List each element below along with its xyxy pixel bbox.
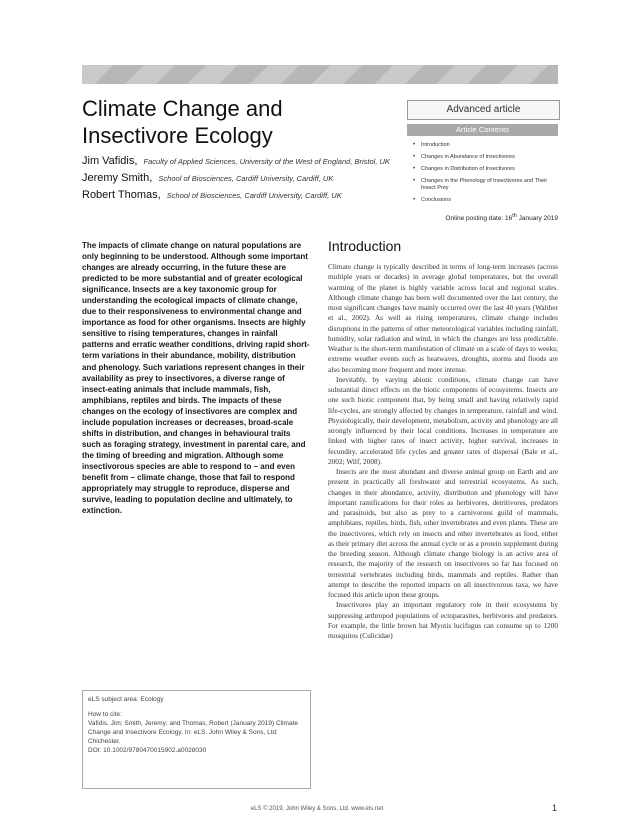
article-title (82, 95, 382, 149)
author-affiliation: School of Biosciences, Cardiff University, Cardiff, UK (166, 191, 342, 200)
author-entry (82, 155, 392, 168)
contents-item[interactable]: • Introduction (413, 142, 558, 149)
title-line-2: Insectivore Ecology (82, 123, 273, 148)
contents-item[interactable]: • Changes in the Phenology of Insectivores and Their Insect Prey (413, 178, 558, 192)
author-affiliation: School of Biosciences, Cardiff University, Cardiff, UK (158, 174, 334, 183)
abstract: The impacts of climate change on natural populations are only beginning to be understood. Although some important changes are already occurring, in the future these are predicted to be more substantial and of greater ecological significance. Insects are a key taxonomic group for understanding the ecological impacts of climate change, due to their responsiveness to environmental change and importance as food for other organisms. Insects are highly sensitive to rising temperatures, changes in rainfall patterns and erratic weather conditions, driving rapid short-term variations in their abundance, mobility, distribution and phenology. Such variations represent changes in their availability as prey to insectivores, a diverse range of insect-eating animals that include mammals, fish, amphibians, reptiles and birds. The impacts of these changes on the ecology of insectivores are complex and include population increases or decreases, broad-scale shifts in distribution, and changes in behavioural traits such as foraging strategy, investment in parental care, and the timing of breeding and migration. Although some insectivorous species are able to respond to – and even benefit from – climate change, those that fail to respond appropriately may struggle to reproduce, disperse and survive, leading to population decline and ultimately, to extinction. (82, 241, 310, 516)
contents-item[interactable]: • Conclusions (413, 197, 558, 204)
article-contents-heading: Article Contents (407, 124, 558, 136)
doi-link[interactable]: DOI: 10.1002/9780470015902.a0028030 (88, 747, 207, 754)
author-name: Jim Vafidis, (82, 155, 138, 167)
contents-item[interactable]: • Changes in Distribution of Insectivores (413, 166, 558, 173)
subject-citation-box (82, 690, 311, 789)
article-type-badge: Advanced article (407, 100, 560, 120)
author-list (82, 155, 392, 206)
author-affiliation: Faculty of Applied Sciences, University of the West of England, Bristol, UK (143, 157, 390, 166)
header-banner (82, 65, 558, 84)
posting-date: Online posting date: 16th January 2019 (445, 213, 558, 223)
body-paragraph: Climate change is typically described in terms of long-term increases (across multiple years or decades) in average global temperatures, but the overall warming of the planet is highly variable across local and regional scales. Although climate change has been well documented over the last century, the most significant changes have mainly occurred over the last 40 years (Walther et al., 2002). As well as rising temperatures, climate change includes disruptions in the patterns of other meteorological variables including rainfall, humidity, solar radiation and wind, in which the changes are less predictable. Weather is the short-term manifestation of climate on a scale of days to weeks; extreme weather events such as heatwaves, droughts, storms and floods are also becoming more frequent and more intense. (328, 262, 558, 374)
body-paragraph: Inevitably, by varying abiotic conditions, climate change can have substantial direct effects on the biotic components of ecosystems. Insects are one such biotic component that, by being small and having relatively rapid life-cycles, are strongly affected by changes in temperature, rainfall and wind. Physiologically, their development, metabolism, activity and phenology are all strongly influenced by their local conditions. Increases in temperature are linked with higher rates of insect activity, higher survival, increases in fecundity, accelerated life cycles and greater rates of dispersal (Bale et al., 2002; Wilf, 2008). (328, 374, 558, 466)
page-number: 1 (552, 803, 558, 813)
section-heading-introduction: Introduction (328, 238, 402, 254)
contents-item[interactable]: • Changes in Abundance of Insectivores (413, 154, 558, 161)
subject-area: eLS subject area: Ecology (88, 696, 164, 703)
body-paragraph: Insectivores play an important regulatory role in their ecosystems by suppressing arthropod populations of ectoparasites, herbivores and predators. For example, the little brown bat Myotis lucifugus can consume up to 1200 mosquitos (Culicidae) (328, 600, 558, 640)
introduction-body (328, 262, 558, 641)
author-name: Robert Thomas, (82, 189, 161, 201)
author-entry (82, 189, 392, 202)
citation-text: Vafidis, Jim; Smith, Jeremy; and Thomas, Robert (January 2019) Climate Change and Insectivore Ecology. In: eLS. John Wiley & Sons, Ltd: Chichester. (88, 720, 299, 745)
body-paragraph: Insects are the most abundant and diverse animal group on Earth and are present in practically all freshwater and terrestrial ecosystems. As such, changes in their abundance, activity, distribution and phenology will have important ramifications for their roles as herbivores, detritivores, predators and parasitoids, but also as prey to a carnivorous guild of mammals, amphibians, reptiles, birds, fish, other invertebrates and even plants. These are the insectivores, which rely on insects and other invertebrates as food, either as their primary diet across the annual cycle or as a protein supplement during the breeding season. Although climate change biology is an active area of research, the majority of the research on insectivores so far has focused on terrestrial vertebrates including birds, mammals and reptiles. Rather than attempt to describe the reported impacts on all insectivorous taxa, we have focused this article upon these groups. (328, 467, 558, 599)
article-contents-list (407, 142, 558, 204)
article-contents-box (407, 124, 558, 209)
title-line-1: Climate Change and (82, 96, 283, 121)
author-name: Jeremy Smith, (82, 172, 153, 184)
author-entry (82, 172, 392, 185)
how-to-cite-label: How to cite: (88, 711, 122, 718)
page-footer: eLS © 2019, John Wiley & Sons, Ltd. www.els.net (250, 806, 384, 812)
